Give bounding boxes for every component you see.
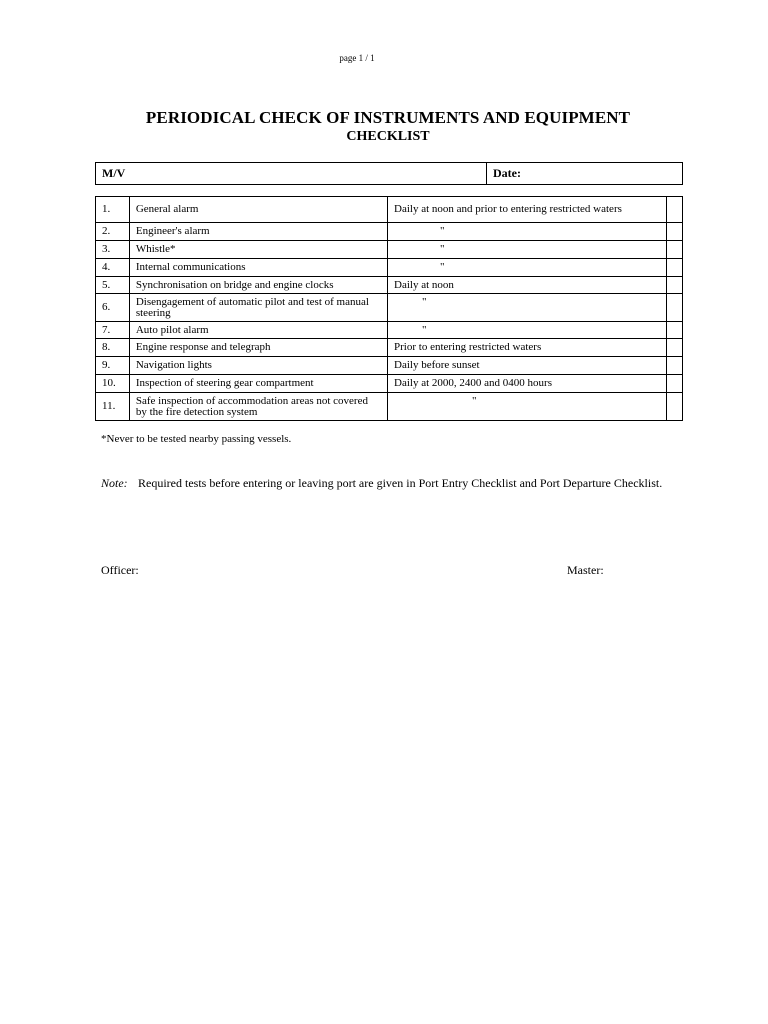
item-description: General alarm: [129, 197, 387, 223]
item-number: 6.: [96, 294, 130, 322]
check-cell[interactable]: [667, 322, 683, 339]
item-number: 5.: [96, 277, 130, 294]
mv-cell: [96, 163, 487, 185]
document-title: PERIODICAL CHECK OF INSTRUMENTS AND EQUIPMENT: [145, 108, 631, 127]
check-cell[interactable]: [667, 223, 683, 241]
item-description: Safe inspection of accommodation areas not covered by the fire detection system: [129, 393, 387, 421]
table-row: [96, 277, 683, 294]
item-description: Synchronisation on bridge and engine clocks: [129, 277, 387, 294]
check-cell[interactable]: [667, 259, 683, 277]
date-cell: [487, 163, 683, 185]
checklist-table: [95, 196, 683, 421]
table-row: [96, 223, 683, 241]
table-row: [96, 357, 683, 375]
check-cell[interactable]: [667, 241, 683, 259]
item-description: Whistle*: [129, 241, 387, 259]
table-row: [96, 197, 683, 223]
item-description: Navigation lights: [129, 357, 387, 375]
item-frequency: ": [388, 322, 667, 339]
officer-signature-label: Officer:: [101, 563, 139, 577]
page-number: page 1 / 1: [339, 53, 375, 63]
item-frequency: ": [388, 259, 667, 277]
check-cell[interactable]: [667, 197, 683, 223]
item-number: 10.: [96, 375, 130, 393]
item-number: 2.: [96, 223, 130, 241]
note-text: Required tests before entering or leaving port are given in Port Entry Checklist and Port Departure Checklist.: [138, 476, 663, 490]
check-cell[interactable]: [667, 277, 683, 294]
mv-label: M/V: [102, 166, 126, 180]
check-cell[interactable]: [667, 294, 683, 322]
master-signature-label: Master:: [567, 563, 604, 577]
item-number: 9.: [96, 357, 130, 375]
item-frequency: Daily at noon: [388, 277, 667, 294]
item-description: Engine response and telegraph: [129, 339, 387, 357]
table-row: [96, 375, 683, 393]
item-frequency: Daily at 2000, 2400 and 0400 hours: [388, 375, 667, 393]
item-description: Inspection of steering gear compartment: [129, 375, 387, 393]
check-cell[interactable]: [667, 339, 683, 357]
item-frequency: Prior to entering restricted waters: [388, 339, 667, 357]
check-cell[interactable]: [667, 375, 683, 393]
document-subtitle: CHECKLIST: [346, 129, 430, 144]
item-number: 11.: [96, 393, 130, 421]
item-description: Auto pilot alarm: [129, 322, 387, 339]
item-number: 8.: [96, 339, 130, 357]
item-frequency: ": [388, 294, 667, 322]
check-cell[interactable]: [667, 357, 683, 375]
item-description: Disengagement of automatic pilot and test of manual steering: [129, 294, 387, 322]
item-number: 4.: [96, 259, 130, 277]
item-frequency: ": [388, 241, 667, 259]
item-description: Engineer's alarm: [129, 223, 387, 241]
footnote: *Never to be tested nearby passing vessels.: [101, 433, 292, 445]
item-frequency: Daily before sunset: [388, 357, 667, 375]
item-number: 1.: [96, 197, 130, 223]
note-block: [101, 476, 675, 491]
table-row: [96, 322, 683, 339]
item-description: Internal communications: [129, 259, 387, 277]
table-row: [96, 294, 683, 322]
table-row: [96, 259, 683, 277]
table-row: [96, 339, 683, 357]
item-number: 7.: [96, 322, 130, 339]
date-label: Date:: [493, 166, 521, 180]
item-frequency: ": [388, 393, 667, 421]
note-label: Note:: [101, 476, 128, 490]
table-row: [96, 241, 683, 259]
table-row: [96, 393, 683, 421]
item-frequency: Daily at noon and prior to entering restricted waters: [388, 197, 667, 223]
vessel-header-table: [95, 162, 683, 185]
check-cell[interactable]: [667, 393, 683, 421]
item-number: 3.: [96, 241, 130, 259]
item-frequency: ": [388, 223, 667, 241]
